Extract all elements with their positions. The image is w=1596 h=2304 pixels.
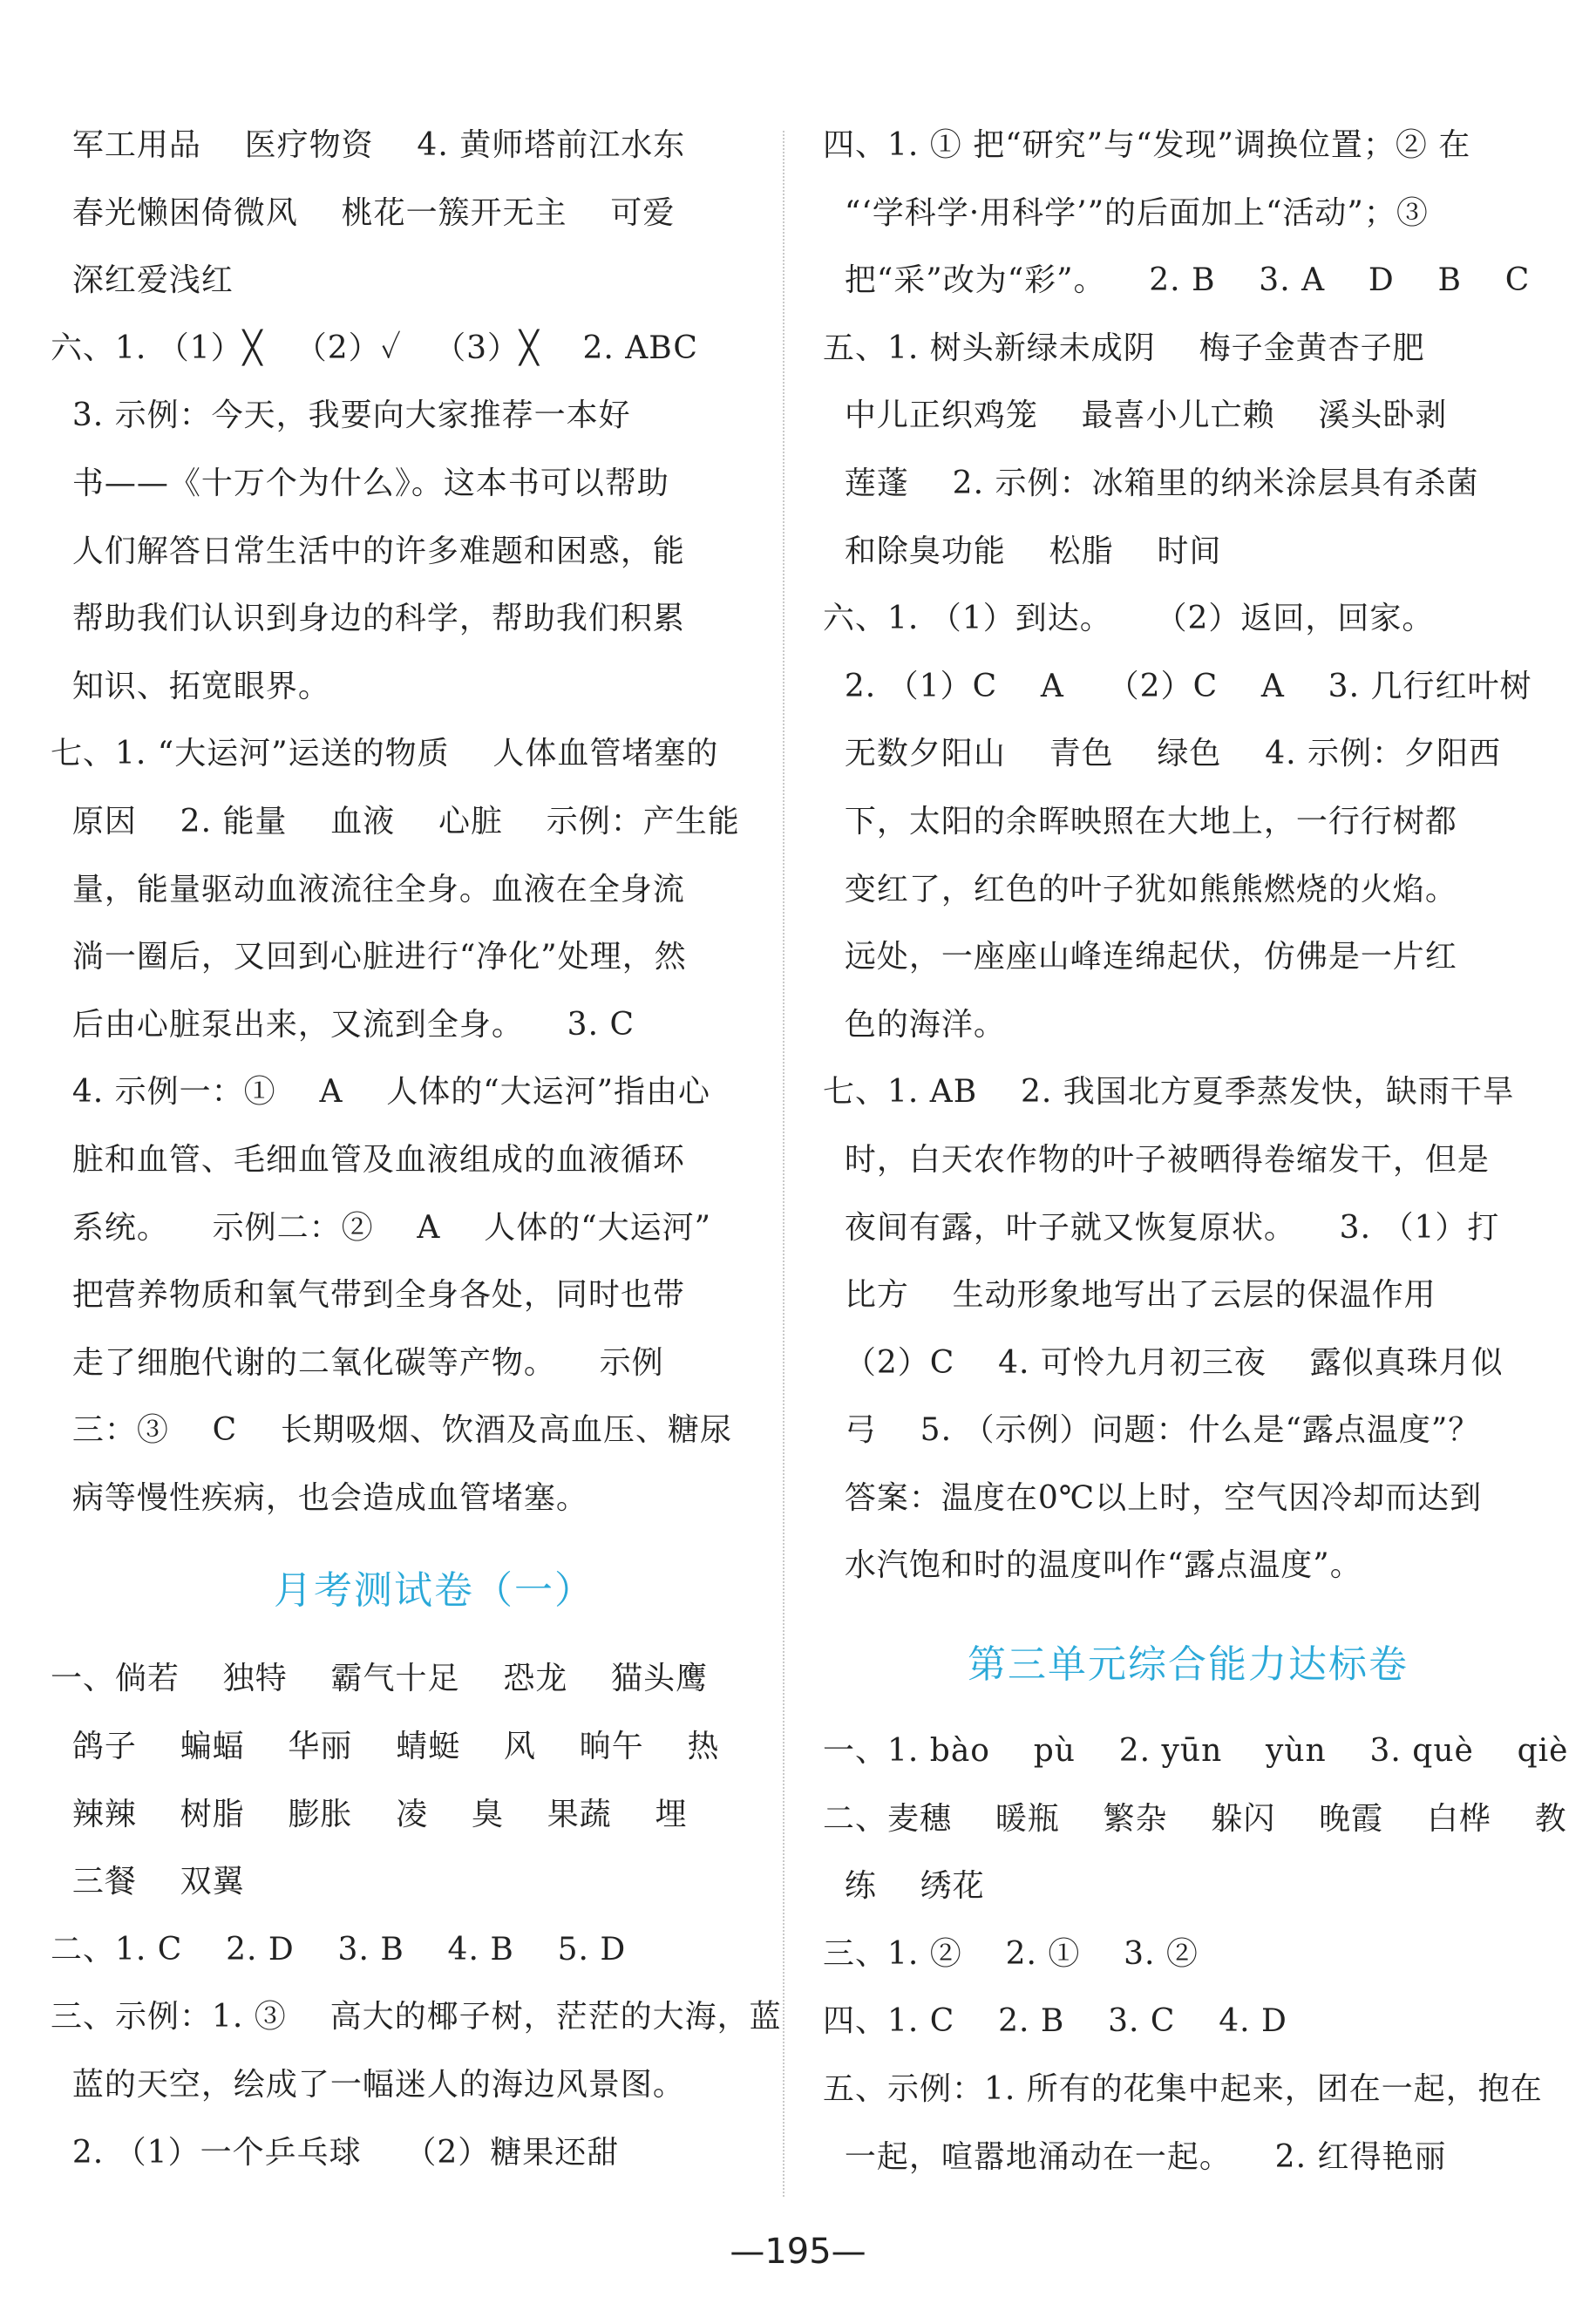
answer-line: 五、示例：1. 所有的花集中起来，团在一起，抱在 <box>823 2071 1543 2108</box>
answer-line: 后由心脏泵出来，又流到全身。 3. C <box>51 1006 635 1043</box>
answer-line: 水汽饱和时的温度叫作“露点温度”。 <box>823 1547 1362 1584</box>
left-answers-continued <box>51 112 767 1532</box>
answer-line: 三、示例：1. ③ 高大的椰子树，茫茫的大海，蓝 <box>51 1999 782 2036</box>
answer-line: 二、麦穗 暖瓶 繁杂 躲闪 晚霞 白桦 教 <box>823 1800 1567 1837</box>
answer-line: 一、倘若 独特 霸气十足 恐龙 猫头鹰 <box>51 1661 709 1697</box>
answer-line: 四、1. C 2. B 3. C 4. D <box>823 2003 1287 2040</box>
answer-line: 四、1. ① 把“研究”与“发现”调换位置；② 在 <box>823 127 1471 163</box>
section-heading-monthly-test: 月考测试卷（一） <box>274 1568 594 1614</box>
answer-line: 答案：温度在0℃以上时，空气因冷却而达到 <box>823 1479 1483 1516</box>
left-column <box>51 112 782 2186</box>
answer-line: 淌一圈后，又回到心脏进行“净化”处理，然 <box>51 939 687 975</box>
answer-line: 比方 生动形象地写出了云层的保温作用 <box>823 1277 1436 1314</box>
answer-line: 莲蓬 2. 示例：冰箱里的纳米涂层具有杀菌 <box>823 465 1479 501</box>
answer-line: 帮助我们认识到身边的科学，帮助我们积累 <box>51 601 685 637</box>
answer-line: 春光懒困倚微风 桃花一簇开无主 可爱 <box>51 194 676 231</box>
answer-line: 书——《十万个为什么》。这本书可以帮助 <box>51 465 669 501</box>
answer-line: 三餐 双翼 <box>51 1864 245 1900</box>
answer-line: 把“采”改为“彩”。 2. B 3. A D B C <box>823 262 1531 299</box>
answer-line: 变红了，红色的叶子犹如熊熊燃烧的火焰。 <box>823 871 1457 907</box>
answer-line: 三：③ C 长期吸烟、饮酒及高血压、糖尿 <box>51 1412 732 1449</box>
answer-line: 下，太阳的余晖映照在大地上，一行行树都 <box>823 803 1457 839</box>
right-answers-continued <box>823 112 1553 1600</box>
answer-line: 一起，喧嚣地涌动在一起。 2. 红得艳丽 <box>823 2138 1447 2175</box>
answer-line: 2. （1）C A （2）C A 3. 几行红叶树 <box>823 668 1532 704</box>
answer-line: 六、1. （1）╳ （2）✓ （3）╳ 2. ABC <box>51 330 698 366</box>
right-answers-unit3 <box>823 1717 1569 2191</box>
answer-line: 六、1. （1）到达。 （2）返回，回家。 <box>823 601 1435 637</box>
answer-line: 鸽子 蝙蝠 华丽 蜻蜓 风 晌午 热 <box>51 1729 720 1765</box>
column-divider <box>783 131 784 2197</box>
answer-line: 时，白天农作物的叶子被晒得卷缩发干，但是 <box>823 1141 1490 1178</box>
answer-line: （2）C 4. 可怜九月初三夜 露似真珠月似 <box>823 1344 1504 1381</box>
answer-line: 量，能量驱动血液流往全身。血液在全身流 <box>51 871 685 907</box>
answer-line: 一、1. bào pù 2. yūn yùn 3. què qiè <box>823 1733 1569 1770</box>
answer-line: 人们解答日常生活中的许多难题和困惑，能 <box>51 533 685 569</box>
answer-line: 原因 2. 能量 血液 心脏 示例：产生能 <box>51 803 740 839</box>
answer-line: 深红爱浅红 <box>51 262 234 299</box>
answer-line: 无数夕阳山 青色 绿色 4. 示例：夕阳西 <box>823 736 1501 772</box>
answer-line: 七、1. “大运河”运送的物质 人体血管堵塞的 <box>51 736 719 772</box>
answer-line: 二、1. C 2. D 3. B 4. B 5. D <box>51 1931 627 1968</box>
answer-line: 七、1. AB 2. 我国北方夏季蒸发快，缺雨干旱 <box>823 1074 1515 1111</box>
section-heading-unit3: 第三单元综合能力达标卷 <box>968 1642 1409 1688</box>
right-column <box>823 112 1569 2191</box>
answer-line: 练 绣花 <box>823 1868 985 1905</box>
answer-line: 夜间有露，叶子就又恢复原状。 3. （1）打 <box>823 1209 1500 1246</box>
answer-line: “‘学科学·用科学’”的后面加上“活动”；③ <box>823 194 1429 231</box>
page-number: —195— <box>730 2232 866 2272</box>
answer-line: 病等慢性疾病，也会造成血管堵塞。 <box>51 1479 588 1516</box>
answer-line: 2. （1）一个乒乓球 （2）糖果还甜 <box>51 2134 620 2171</box>
answer-line: 脏和血管、毛细血管及血液组成的血液循环 <box>51 1141 685 1178</box>
answer-line: 五、1. 树头新绿未成阴 梅子金黄杏子肥 <box>823 330 1425 366</box>
answer-line: 4. 示例一：① A 人体的“大运河”指由心 <box>51 1074 711 1111</box>
answer-line: 中儿正织鸡笼 最喜小儿亡赖 溪头卧剥 <box>823 398 1448 434</box>
left-answers-monthly-test <box>51 1645 782 2186</box>
answer-line: 把营养物质和氧气带到全身各处，同时也带 <box>51 1277 685 1314</box>
answer-line: 蓝的天空，绘成了一幅迷人的海边风景图。 <box>51 2067 685 2104</box>
answer-line: 三、1. ② 2. ① 3. ② <box>823 1935 1199 1972</box>
answer-line: 和除臭功能 松脂 时间 <box>823 533 1222 569</box>
answer-line: 走了细胞代谢的二氧化碳等产物。 示例 <box>51 1344 664 1381</box>
answer-line: 知识、拓宽眼界。 <box>51 668 330 704</box>
answer-line: 系统。 示例二：② A 人体的“大运河” <box>51 1209 712 1246</box>
answer-line: 军工用品 医疗物资 4. 黄师塔前江水东 <box>51 127 686 163</box>
answer-line: 弓 5. （示例）问题：什么是“露点温度”？ <box>823 1412 1481 1449</box>
answer-line: 远处，一座座山峰连绵起伏，仿佛是一片红 <box>823 939 1457 975</box>
answer-line: 色的海洋。 <box>823 1006 1006 1043</box>
answer-line: 辣辣 树脂 膨胀 凌 臭 果蔬 埋 <box>51 1796 688 1832</box>
answer-line: 3. 示例：今天，我要向大家推荐一本好 <box>51 398 631 434</box>
